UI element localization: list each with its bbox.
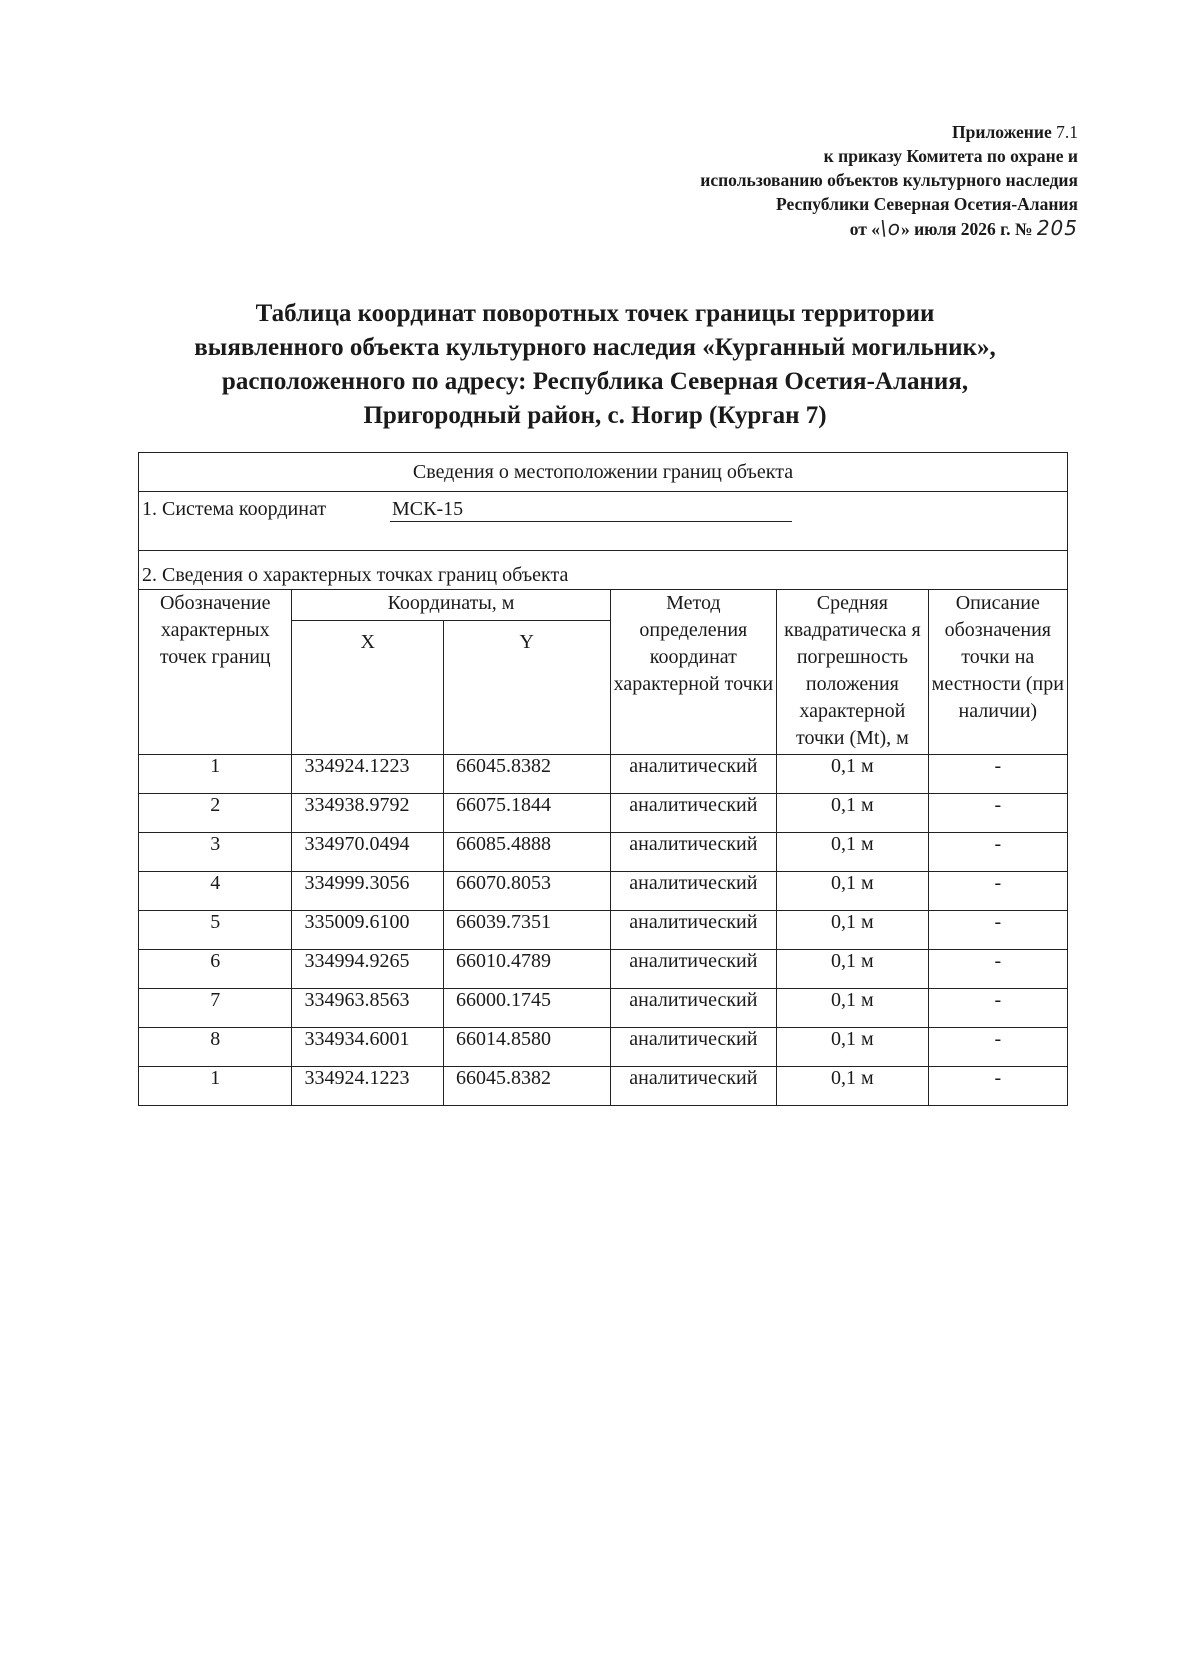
method-cell: аналитический	[610, 911, 777, 950]
error-cell: 0,1 м	[777, 950, 928, 989]
document-title	[130, 297, 1060, 433]
method-cell: аналитический	[610, 950, 777, 989]
x-cell: 334924.1223	[292, 755, 443, 794]
method-cell: аналитический	[610, 989, 777, 1028]
col-header-method: Метод определения координат характерной точки	[610, 590, 777, 755]
point-cell: 4	[139, 872, 292, 911]
coordinate-system-value: МСК-15	[390, 498, 792, 522]
title-line-2: выявленного объекта культурного наследия «Курганный могильник»,	[194, 334, 996, 361]
description-cell: -	[928, 1028, 1067, 1067]
x-cell: 334994.9265	[292, 950, 443, 989]
method-cell: аналитический	[610, 872, 777, 911]
error-cell: 0,1 м	[777, 989, 928, 1028]
appendix-line-3: использованию объектов культурного наследия	[700, 170, 1078, 190]
error-cell: 0,1 м	[777, 833, 928, 872]
description-cell: -	[928, 794, 1067, 833]
appendix-line-2: к приказу Комитета по охране и	[823, 146, 1078, 166]
y-cell: 66075.1844	[443, 794, 610, 833]
error-cell: 0,1 м	[777, 872, 928, 911]
title-line-3: расположенного по адресу: Республика Северная Осетия-Алания,	[221, 368, 969, 395]
x-cell: 334934.6001	[292, 1028, 443, 1067]
table-row	[139, 872, 1068, 911]
section-header: Сведения о местоположении границ объекта	[139, 453, 1068, 492]
col-header-x: X	[292, 621, 443, 755]
x-cell: 335009.6100	[292, 911, 443, 950]
point-cell: 6	[139, 950, 292, 989]
col-header-designation: Обозначение характерных точек границ	[139, 590, 292, 755]
x-cell: 334938.9792	[292, 794, 443, 833]
y-cell: 66010.4789	[443, 950, 610, 989]
table-row	[139, 911, 1068, 950]
point-cell: 5	[139, 911, 292, 950]
point-cell: 2	[139, 794, 292, 833]
coordinates-table	[138, 452, 1068, 1106]
method-cell: аналитический	[610, 833, 777, 872]
appendix-line-1	[518, 120, 1078, 144]
table-row	[139, 950, 1068, 989]
col-header-y: Y	[443, 621, 610, 755]
point-cell: 1	[139, 755, 292, 794]
method-cell: аналитический	[610, 1028, 777, 1067]
description-cell: -	[928, 833, 1067, 872]
handwritten-order-number: 205	[1036, 216, 1078, 240]
error-cell: 0,1 м	[777, 911, 928, 950]
table-row	[139, 833, 1068, 872]
error-cell: 0,1 м	[777, 794, 928, 833]
method-cell: аналитический	[610, 794, 777, 833]
order-date-mid: » июля 2026 г. №	[900, 219, 1033, 239]
table-row	[139, 755, 1068, 794]
point-cell: 8	[139, 1028, 292, 1067]
error-cell: 0,1 м	[777, 1067, 928, 1106]
col-header-description: Описание обозначения точки на местности (при наличии)	[928, 590, 1067, 755]
order-date-prefix: от «	[849, 219, 880, 239]
y-cell: 66045.8382	[443, 1067, 610, 1106]
description-cell: -	[928, 950, 1067, 989]
table-row	[139, 794, 1068, 833]
coordinate-system-label: 1. Система координат	[142, 498, 327, 520]
y-cell: 66039.7351	[443, 911, 610, 950]
title-line-1: Таблица координат поворотных точек границы территории	[255, 300, 935, 327]
appendix-header	[518, 120, 1078, 241]
description-cell: -	[928, 755, 1067, 794]
table-row	[139, 989, 1068, 1028]
error-cell: 0,1 м	[777, 755, 928, 794]
appendix-number: 7.1	[1056, 122, 1078, 142]
appendix-title: Приложение	[952, 122, 1052, 142]
method-cell: аналитический	[610, 1067, 777, 1106]
description-cell: -	[928, 1067, 1067, 1106]
col-header-error: Средняя квадратическа я погрешность положения характерной точки (Mt), м	[777, 590, 928, 755]
handwritten-day: \o	[879, 216, 901, 240]
x-cell: 334970.0494	[292, 833, 443, 872]
x-cell: 334999.3056	[292, 872, 443, 911]
y-cell: 66000.1745	[443, 989, 610, 1028]
y-cell: 66014.8580	[443, 1028, 610, 1067]
point-cell: 7	[139, 989, 292, 1028]
appendix-line-4: Республики Северная Осетия-Алания	[776, 194, 1078, 214]
description-cell: -	[928, 911, 1067, 950]
appendix-line-5	[518, 216, 1078, 241]
point-cell: 1	[139, 1067, 292, 1106]
description-cell: -	[928, 989, 1067, 1028]
y-cell: 66070.8053	[443, 872, 610, 911]
point-cell: 3	[139, 833, 292, 872]
error-cell: 0,1 м	[777, 1028, 928, 1067]
method-cell: аналитический	[610, 755, 777, 794]
col-header-coordinates: Координаты, м	[292, 590, 610, 621]
table-row	[139, 1067, 1068, 1106]
y-cell: 66085.4888	[443, 833, 610, 872]
coordinate-system-row	[139, 492, 1068, 551]
coordinates-rows	[139, 755, 1068, 1106]
x-cell: 334924.1223	[292, 1067, 443, 1106]
title-line-4: Пригородный район, с. Ногир (Курган 7)	[363, 402, 827, 429]
description-cell: -	[928, 872, 1067, 911]
table-row	[139, 1028, 1068, 1067]
points-section-header: 2. Сведения о характерных точках границ объекта	[139, 551, 1068, 590]
x-cell: 334963.8563	[292, 989, 443, 1028]
y-cell: 66045.8382	[443, 755, 610, 794]
